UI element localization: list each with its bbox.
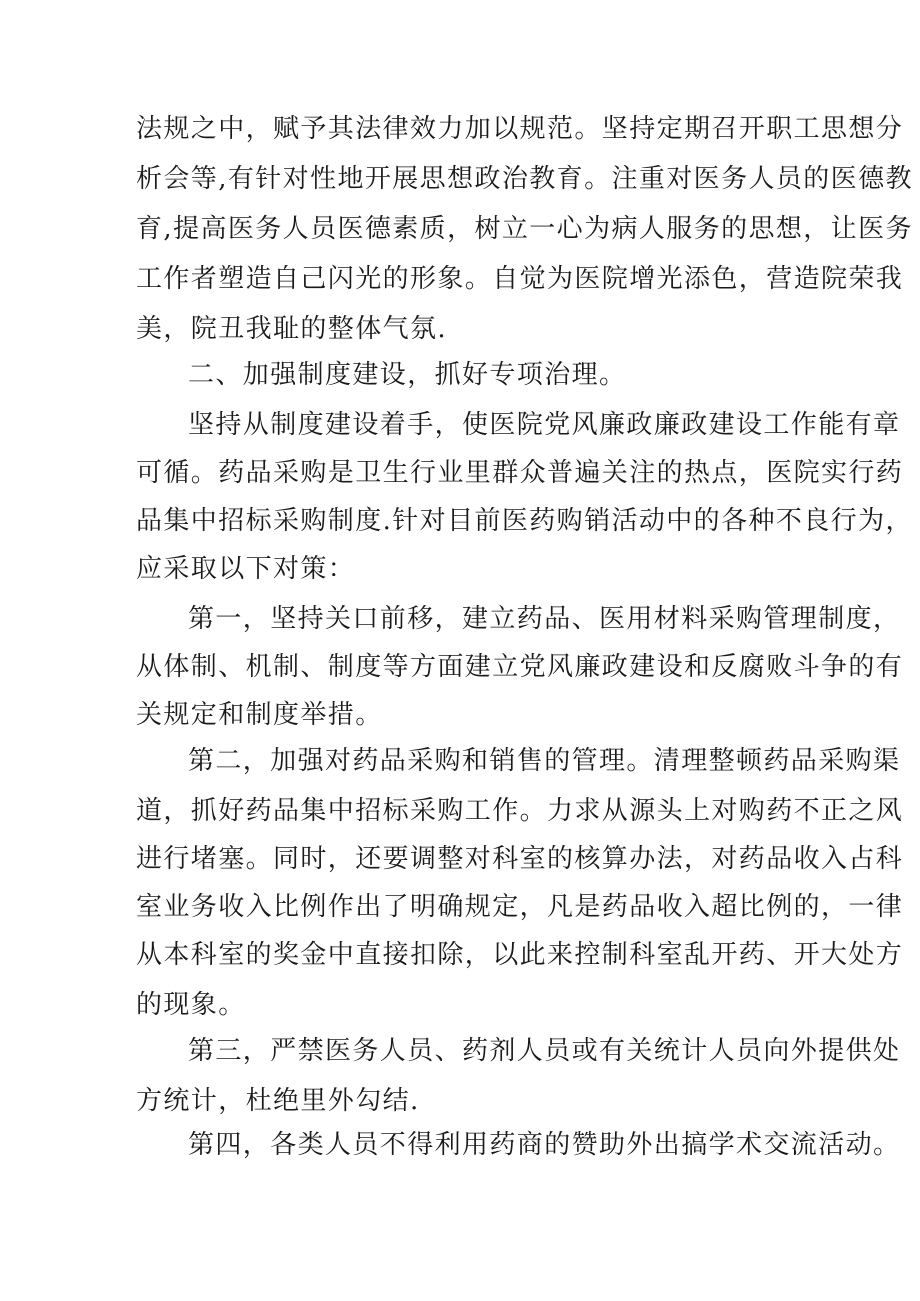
section-heading: 二、加强制度建设，抓好专项治理。	[188, 360, 627, 390]
text-line: 析会等,有针对性地开展思想政治教育。注重对医务人员的医德教	[136, 164, 913, 194]
text-line: 坚持从制度建设着手，使医院党风廉政廉政建设工作能有章	[188, 410, 901, 440]
text-line: 关规定和制度举措。	[136, 700, 383, 730]
text-line: 品集中招标采购制度.针对目前医药购销活动中的各种不良行为，	[136, 506, 913, 536]
text-line: 从本科室的奖金中直接扣除，以此来控制科室乱开药、开大处方	[136, 940, 904, 970]
text-line: 第一，坚持关口前移，建立药品、医用材料采购管理制度，	[188, 604, 901, 634]
text-line: 第三，严禁医务人员、药剂人员或有关统计人员向外提供处	[188, 1036, 901, 1066]
text-line: 道，抓好药品集中招标采购工作。力求从源头上对购药不正之风	[136, 796, 904, 826]
text-line: 第四，各类人员不得利用药商的赞助外出搞学术交流活动。	[188, 1130, 901, 1160]
text-line: 育,提高医务人员医德素质，树立一心为病人服务的思想，让医务	[136, 214, 913, 244]
text-line: 应采取以下对策：	[136, 554, 356, 584]
text-line: 法规之中，赋予其法律效力加以规范。坚持定期召开职工思想分	[136, 114, 904, 144]
text-line: 的现象。	[136, 990, 246, 1020]
text-line: 方统计，杜绝里外勾结.	[136, 1086, 420, 1116]
text-line: 可循。药品采购是卫生行业里群众普遍关注的热点，医院实行药	[136, 458, 904, 488]
text-line: 室业务收入比例作出了明确规定，凡是药品收入超比例的，一律	[136, 892, 904, 922]
text-line: 美，院丑我耻的整体气氛.	[136, 314, 448, 344]
text-line: 工作者塑造自己闪光的形象。自觉为医院增光添色，营造院荣我	[136, 264, 904, 294]
text-line: 进行堵塞。同时，还要调整对科室的核算办法，对药品收入占科	[136, 844, 904, 874]
text-line: 从体制、机制、制度等方面建立党风廉政建设和反腐败斗争的有	[136, 652, 904, 682]
text-line: 第二，加强对药品采购和销售的管理。清理整顿药品采购渠	[188, 746, 901, 776]
